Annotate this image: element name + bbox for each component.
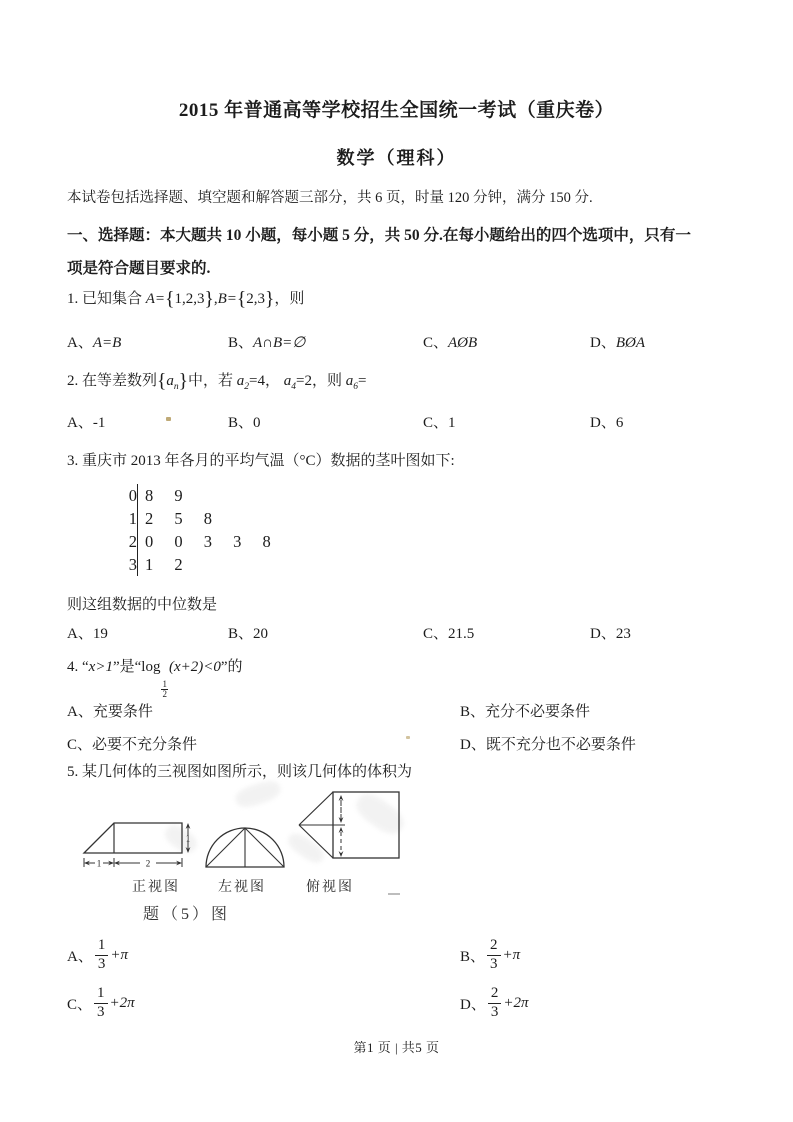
section-header-line2: 项是符合题目要求的. [67, 260, 211, 277]
question-3-stem: 3. 重庆市 2013 年各月的平均气温（°C）数据的茎叶图如下: [67, 453, 455, 469]
question-4-options-row1 [67, 700, 767, 721]
question-5-options-row1 [67, 932, 767, 978]
option-5b: B、 $\frac{2}{3}$ +π [460, 937, 521, 972]
side-view-drawing [203, 815, 288, 877]
option-1b: B、A∩B=∅ [228, 335, 306, 351]
fraction: $\frac{1}{3}$ [95, 937, 109, 973]
q2-a2: a [236, 373, 245, 389]
scan-artifact [388, 893, 400, 895]
scan-speck [166, 417, 171, 421]
watermark-blob [233, 777, 283, 810]
question-5-options-row2 [67, 980, 767, 1026]
q4-argument: (x+2)<0 [168, 659, 221, 675]
q2-a4: a [283, 373, 292, 389]
question-2-stem: 2. 在等差数列$\{a_n\}$中，若 $a_2=4$， $a_4=2$，则 $a_6=$ [67, 371, 367, 392]
q3-median-line: 则这组数据的中位数是 [67, 597, 218, 613]
option-3b: B、20 [228, 626, 269, 642]
question-1-stem [67, 287, 304, 311]
option-4b: B、充分不必要条件 [460, 704, 591, 720]
q2-seq-var: a [166, 373, 174, 389]
q1-set-a: A= [145, 291, 166, 307]
option-1d: D、BØA [590, 335, 646, 351]
option-3c: C、21.5 [423, 626, 475, 642]
stem-leaf-plot [123, 484, 271, 576]
stem-leaf-row: 1 2 5 8 [128, 509, 212, 528]
q1-comma: , [213, 291, 218, 307]
section-header-line1: 一、选择题：本大题共 10 小题，每小题 5 分，共 50 分.在每小题给出的四个选项中，只有一 [67, 227, 691, 244]
q2-text: 中，若 [188, 373, 237, 389]
question-2-options [67, 411, 767, 432]
q1-set-a-values: 1,2,3 [174, 291, 205, 307]
option-5a: A、 $\frac{1}{3}$ +π [67, 937, 128, 972]
fraction: $\frac{1}{3}$ [94, 985, 108, 1021]
q1-set-b-values: 2,3 [246, 291, 265, 307]
option-4a: A、充要条件 [67, 704, 153, 720]
option-5c: C、 $\frac{1}{3}$ +2π [67, 985, 135, 1020]
side-view-label: 左视图 [218, 880, 266, 895]
three-view-figure [75, 782, 410, 907]
option-2c: C、1 [423, 415, 456, 431]
question-3-options [67, 622, 767, 643]
front-view-drawing [82, 815, 212, 877]
q4-text: 4. “ [67, 659, 89, 675]
stem-leaf-row: 0 8 9 [128, 486, 183, 505]
option-4c: C、必要不充分条件 [67, 737, 198, 753]
scan-speck [406, 736, 410, 739]
figure-caption: 题（5）图 [143, 906, 231, 923]
q1-brace: } [264, 289, 275, 310]
top-view-label: 俯视图 [306, 880, 354, 895]
option-1c: C、AØB [423, 335, 478, 351]
page-footer: 第1 页 | 共5 页 [353, 1040, 440, 1055]
stem-leaf-row: 2 0 0 3 3 8 [128, 532, 271, 551]
q1-text-end: ，则 [274, 291, 305, 307]
option-3a: A、19 [67, 626, 108, 642]
fraction: $\frac{2}{3}$ [488, 985, 502, 1021]
option-2d: D、6 [590, 415, 624, 431]
q2-brace: } [178, 371, 189, 392]
question-4-options-row2 [67, 733, 767, 754]
q2-a6: a [345, 373, 354, 389]
q2-text: 2. 在等差数列 [67, 373, 158, 389]
fraction: $\frac{2}{3}$ [487, 937, 501, 973]
dim-label-height: 1 [185, 833, 191, 844]
q1-brace: } [204, 289, 214, 310]
q4-condition: x>1 [88, 659, 113, 675]
q1-set-b: B= [217, 291, 237, 307]
front-view-label: 正视图 [132, 880, 180, 895]
question-5-stem: 5. 某几何体的三视图如图所示，则该几何体的体积为 [67, 764, 413, 780]
option-2b: B、0 [228, 415, 261, 431]
question-1-options [67, 331, 767, 352]
question-4-stem: 4. “x>1”是“log $\frac{1}{2}$ (x+2)<0”的 [67, 659, 243, 700]
page-title: 2015 年普通高等学校招生全国统一考试（重庆卷） [178, 100, 615, 121]
q4-log: log [141, 659, 161, 675]
option-5d: D、 $\frac{2}{3}$ +2π [460, 985, 529, 1020]
option-3d: D、23 [590, 626, 631, 642]
q1-brace: { [236, 289, 247, 310]
q2-seq-sub: n [173, 382, 179, 392]
dim-label-1: 1 [96, 858, 102, 869]
option-2a: A、-1 [67, 415, 106, 431]
page-subtitle: 数学（理科） [336, 148, 457, 168]
q1-brace: { [165, 289, 175, 310]
option-1a: A、A=B [67, 335, 122, 351]
option-4d: D、既不充分也不必要条件 [460, 737, 636, 753]
q1-text: 1. 已知集合 [67, 291, 146, 307]
section-header [67, 219, 743, 285]
top-view-drawing [295, 786, 407, 872]
dim-label-2: 2 [145, 858, 151, 869]
intro-text: 本试卷包括选择题、填空题和解答题三部分，共 6 页，时量 120 分钟，满分 150 分. [67, 190, 593, 206]
q4-log-base-fraction: $\frac{1}{2}$ [162, 679, 167, 700]
stem-leaf-row: 3 1 2 [128, 555, 183, 574]
q2-brace: { [157, 371, 167, 392]
